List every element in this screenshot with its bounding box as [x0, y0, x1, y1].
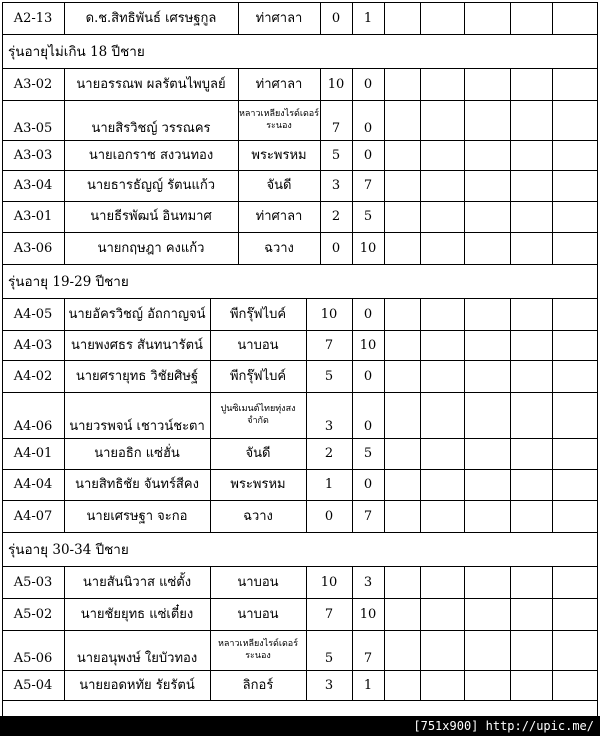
column-divider — [384, 2, 385, 34]
row-score-1: 10 — [327, 76, 345, 92]
column-divider — [384, 201, 385, 232]
row-code: A3-04 — [13, 178, 53, 193]
row-code: A3-06 — [13, 240, 53, 256]
column-divider — [420, 670, 421, 700]
column-divider — [552, 566, 553, 598]
column-divider — [464, 500, 465, 532]
column-divider — [510, 469, 511, 500]
row-code: A5-04 — [13, 677, 53, 693]
row-score-2: 0 — [363, 147, 373, 163]
row-name: นายศรายุทธ วิชัยศิษฐ์ — [75, 368, 199, 384]
row-score-1: 1 — [324, 477, 334, 492]
row-score-2: 7 — [363, 508, 373, 524]
column-divider — [552, 598, 553, 630]
column-divider — [420, 232, 421, 264]
row-club: พระพรหม — [251, 147, 307, 163]
column-divider — [510, 566, 511, 598]
row-score-1: 2 — [324, 446, 334, 461]
row-code: A3-01 — [13, 209, 53, 224]
column-divider — [420, 500, 421, 532]
column-divider — [597, 2, 598, 716]
row-code: A4-07 — [13, 508, 53, 524]
column-divider — [510, 438, 511, 469]
row-club: หลาวเหลียงไรด์เดอร์ ระนอง — [217, 639, 299, 661]
column-divider — [384, 392, 385, 438]
column-divider — [384, 232, 385, 264]
column-divider — [464, 170, 465, 201]
column-divider — [384, 566, 385, 598]
row-name: นายอรรณพ ผลรัตนไพบูลย์ — [76, 76, 226, 92]
row-club: หลาวเหลียงไรด์เดอร์ ระนอง — [238, 109, 320, 131]
column-divider — [510, 360, 511, 392]
row-code: A4-03 — [13, 337, 53, 353]
column-divider — [552, 140, 553, 170]
column-divider — [420, 68, 421, 100]
column-divider — [384, 100, 385, 140]
column-divider — [552, 670, 553, 700]
row-name: นายสิทธิชัย จันทร์สีคง — [75, 477, 199, 492]
row-club: นาบอน — [237, 606, 279, 622]
row-code: A5-06 — [13, 651, 53, 666]
column-divider — [510, 298, 511, 330]
row-score-2: 1 — [363, 10, 373, 26]
column-divider — [420, 298, 421, 330]
row-score-1: 10 — [320, 306, 338, 322]
row-score-2: 10 — [359, 606, 377, 622]
row-name: ด.ช.สิทธิพันธ์ เศรษฐกูล — [85, 10, 217, 26]
column-divider — [552, 360, 553, 392]
row-score-2: 3 — [363, 574, 373, 590]
column-divider — [464, 330, 465, 360]
column-divider — [464, 438, 465, 469]
column-divider — [552, 438, 553, 469]
column-divider — [420, 140, 421, 170]
results-table — [2, 2, 597, 716]
column-divider — [420, 469, 421, 500]
column-divider — [420, 170, 421, 201]
column-divider — [510, 630, 511, 670]
row-club: พีกรุ๊ฟไบค์ — [229, 368, 287, 384]
row-club: พระพรหม — [230, 477, 286, 492]
column-divider — [510, 500, 511, 532]
column-divider — [464, 630, 465, 670]
column-divider — [420, 330, 421, 360]
row-score-2: 0 — [363, 306, 373, 322]
column-divider — [420, 201, 421, 232]
row-name: นายธารธัญญ์ รัตนแก้ว — [86, 178, 216, 193]
row-score-2: 5 — [363, 446, 373, 461]
row-club: จันดี — [266, 178, 292, 193]
row-score-2: 0 — [363, 368, 373, 384]
row-score-1: 0 — [331, 10, 341, 26]
row-score-2: 7 — [363, 178, 373, 193]
row-divider — [2, 700, 597, 701]
column-divider — [420, 630, 421, 670]
row-code: A4-01 — [13, 446, 53, 461]
column-divider — [552, 170, 553, 201]
column-divider — [510, 140, 511, 170]
column-divider — [510, 330, 511, 360]
column-divider — [510, 598, 511, 630]
row-code: A4-02 — [13, 368, 53, 384]
row-club: พีกรุ๊ฟไบค์ — [229, 306, 287, 322]
column-divider — [384, 170, 385, 201]
row-code: A4-04 — [13, 477, 53, 492]
row-name: นายอนุพงษ์ ใยบัวทอง — [76, 651, 198, 666]
column-divider — [552, 201, 553, 232]
column-divider — [510, 68, 511, 100]
row-score-1: 0 — [324, 508, 334, 524]
column-divider — [384, 140, 385, 170]
row-club: ลิกอร์ — [242, 677, 274, 693]
row-code: A4-05 — [13, 306, 53, 322]
column-divider — [384, 469, 385, 500]
column-divider — [420, 360, 421, 392]
section-header: รุ่นอายุไม่เกิน 18 ปีชาย — [8, 44, 145, 60]
column-divider — [384, 598, 385, 630]
row-score-2: 10 — [359, 240, 377, 256]
row-name: นายสันนิวาส แซ่ตั้ง — [82, 574, 192, 590]
column-divider — [552, 392, 553, 438]
row-club: นาบอน — [237, 574, 279, 590]
column-divider — [552, 232, 553, 264]
column-divider — [552, 2, 553, 34]
column-divider — [464, 670, 465, 700]
column-divider — [510, 170, 511, 201]
row-club: นาบอน — [237, 337, 279, 353]
column-divider — [464, 100, 465, 140]
column-divider — [420, 100, 421, 140]
row-score-2: 7 — [363, 651, 373, 666]
column-divider — [420, 566, 421, 598]
column-divider — [464, 392, 465, 438]
image-footer: [751x900] http://upic.me/ — [0, 716, 600, 736]
column-divider — [384, 298, 385, 330]
column-divider — [464, 232, 465, 264]
row-code: A5-02 — [13, 606, 53, 622]
row-score-1: 3 — [324, 419, 334, 434]
column-divider — [464, 598, 465, 630]
column-divider — [420, 392, 421, 438]
row-code: A2-13 — [13, 10, 53, 26]
row-code: A3-03 — [13, 147, 53, 163]
column-divider — [420, 598, 421, 630]
row-score-2: 0 — [363, 76, 373, 92]
row-club: ท่าศาลา — [255, 76, 303, 92]
column-divider — [464, 68, 465, 100]
row-score-2: 0 — [363, 121, 373, 136]
row-score-1: 7 — [331, 121, 341, 136]
row-club: ท่าศาลา — [255, 10, 303, 26]
row-score-1: 5 — [324, 651, 334, 666]
row-score-1: 0 — [331, 240, 341, 256]
row-score-1: 7 — [324, 337, 334, 353]
row-name: นายสิรวิชญ์ วรรณคร — [91, 121, 211, 136]
row-score-1: 10 — [320, 574, 338, 590]
column-divider — [384, 670, 385, 700]
row-name: นายอธิก แซ่ฮั่น — [94, 446, 180, 461]
column-divider — [552, 298, 553, 330]
row-name: นายวรพจน์ เชาวน์ชะตา — [69, 419, 205, 434]
column-divider — [384, 68, 385, 100]
section-header: รุ่นอายุ 19-29 ปีชาย — [8, 274, 129, 290]
row-score-1: 3 — [324, 677, 334, 693]
row-name: นายธีรพัฒน์ อินทมาศ — [90, 209, 212, 224]
column-divider — [510, 392, 511, 438]
row-name: นายยอดหทัย รัยรัตน์ — [79, 677, 195, 693]
row-score-1: 5 — [331, 147, 341, 163]
row-club: ปูนซิเมนต์ไทยทุ่งสง จำกัด — [220, 404, 296, 426]
row-score-2: 10 — [359, 337, 377, 353]
column-divider — [464, 2, 465, 34]
row-name: นายกฤษฎา คงแก้ว — [97, 240, 205, 256]
column-divider — [420, 438, 421, 469]
row-code: A4-06 — [13, 419, 53, 434]
row-club: ท่าศาลา — [255, 209, 303, 224]
column-divider — [552, 330, 553, 360]
column-divider — [552, 100, 553, 140]
row-name: นายอัครวิชญ์ อัถกาญจน์ — [68, 306, 206, 322]
column-divider — [552, 630, 553, 670]
column-divider — [464, 469, 465, 500]
column-divider — [384, 500, 385, 532]
row-club: ฉวาง — [264, 240, 294, 256]
row-score-2: 0 — [363, 419, 373, 434]
column-divider — [464, 298, 465, 330]
row-club: จันดี — [245, 446, 271, 461]
row-score-2: 0 — [363, 477, 373, 492]
row-code: A5-03 — [13, 574, 53, 590]
row-code: A3-02 — [13, 76, 53, 92]
row-code: A3-05 — [13, 121, 53, 136]
column-divider — [510, 232, 511, 264]
column-divider — [384, 438, 385, 469]
row-score-2: 1 — [363, 677, 373, 693]
row-score-1: 3 — [331, 178, 341, 193]
row-name: นายชัยยุทธ แซ่เตี๋ยง — [80, 606, 194, 622]
row-name: นายพงศธร สันทนารัตน์ — [71, 337, 203, 353]
column-divider — [464, 201, 465, 232]
section-header: รุ่นอายุ 30-34 ปีชาย — [8, 542, 129, 558]
column-divider — [420, 2, 421, 34]
column-divider — [464, 360, 465, 392]
row-score-1: 5 — [324, 368, 334, 384]
column-divider — [384, 330, 385, 360]
column-divider — [552, 500, 553, 532]
row-name: นายเศรษฐา จะกอ — [86, 508, 188, 524]
row-score-1: 2 — [331, 209, 341, 224]
row-score-2: 5 — [363, 209, 373, 224]
column-divider — [464, 566, 465, 598]
column-divider — [510, 2, 511, 34]
column-divider — [510, 670, 511, 700]
row-club: ฉวาง — [243, 508, 273, 524]
row-name: นายเอกราช สงวนทอง — [88, 147, 214, 163]
column-divider — [552, 68, 553, 100]
column-divider — [510, 100, 511, 140]
column-divider — [384, 630, 385, 670]
column-divider — [464, 140, 465, 170]
column-divider — [510, 201, 511, 232]
column-divider — [384, 360, 385, 392]
row-score-1: 7 — [324, 606, 334, 622]
column-divider — [552, 469, 553, 500]
